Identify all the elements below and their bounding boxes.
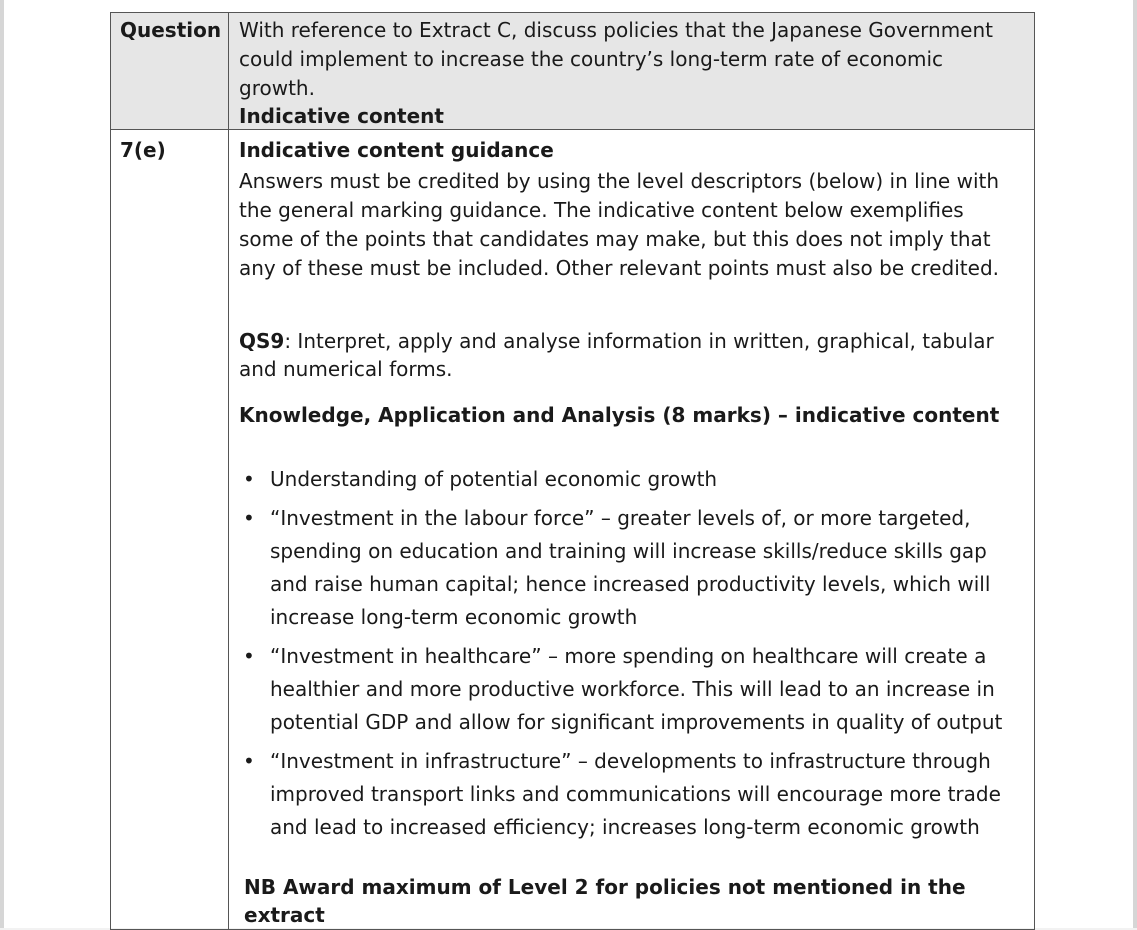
guidance-text: Answers must be credited by using the level descriptors (below) in line with the general marking guidance. The indicative content below exemplifies some of the points that candidates may make, but this does not imply that any of these must be included. Other relevant points must also be credited. [239,169,1000,280]
bullet-icon: • [243,749,255,773]
list-item [239,463,1024,496]
header-row [111,13,1035,130]
list-item [239,745,1024,844]
answer-row [111,130,1035,930]
question-text: With reference to Extract C, discuss policies that the Japanese Government could implement to increase the country’s long-term rate of economic growth. [239,18,993,100]
list-item [239,640,1024,739]
question-header-cell [111,13,229,130]
question-number-cell [111,130,229,930]
qs9-line [239,327,1024,383]
bullet-icon: • [243,467,255,491]
guidance-cell [229,130,1035,930]
point-text: “Investment in infrastructure” – developments to infrastructure through improved transport links and communications will encourage more trade and lead to increased efficiency; increases long-term economic growth [270,749,1001,839]
guidance-title: Indicative content guidance [239,138,554,162]
list-item [239,502,1024,634]
kaa-heading: Knowledge, Application and Analysis (8 marks) – indicative content [239,403,1000,427]
bullet-icon: • [243,506,255,530]
qs9-text: : Interpret, apply and analyse information in written, graphical, tabular and numerical forms. [239,329,994,381]
point-text: “Investment in healthcare” – more spending on healthcare will create a healthier and more productive workforce. This will lead to an increase in potential GDP and allow for significant improvements in quality of output [270,644,1003,734]
right-page-edge [1133,0,1137,928]
point-text: Understanding of potential economic growth [270,467,718,491]
bullet-icon: • [243,644,255,668]
qs9-label: QS9 [239,329,285,353]
question-text-cell [229,13,1035,130]
mark-scheme-table [110,12,1035,930]
nb-note: NB Award maximum of Level 2 for policies not mentioned in the extract [244,875,966,927]
question-number: 7(e) [120,138,166,162]
indicative-content-label: Indicative content [239,104,444,128]
point-text: “Investment in the labour force” – greater levels of, or more targeted, spending on education and training will increase skills/reduce skills gap and raise human capital; hence increased productivity levels, which will increase long-term economic growth [270,506,991,629]
left-page-edge [0,0,4,928]
question-header-label: Question [120,18,222,42]
indicative-points-list [239,463,1024,844]
